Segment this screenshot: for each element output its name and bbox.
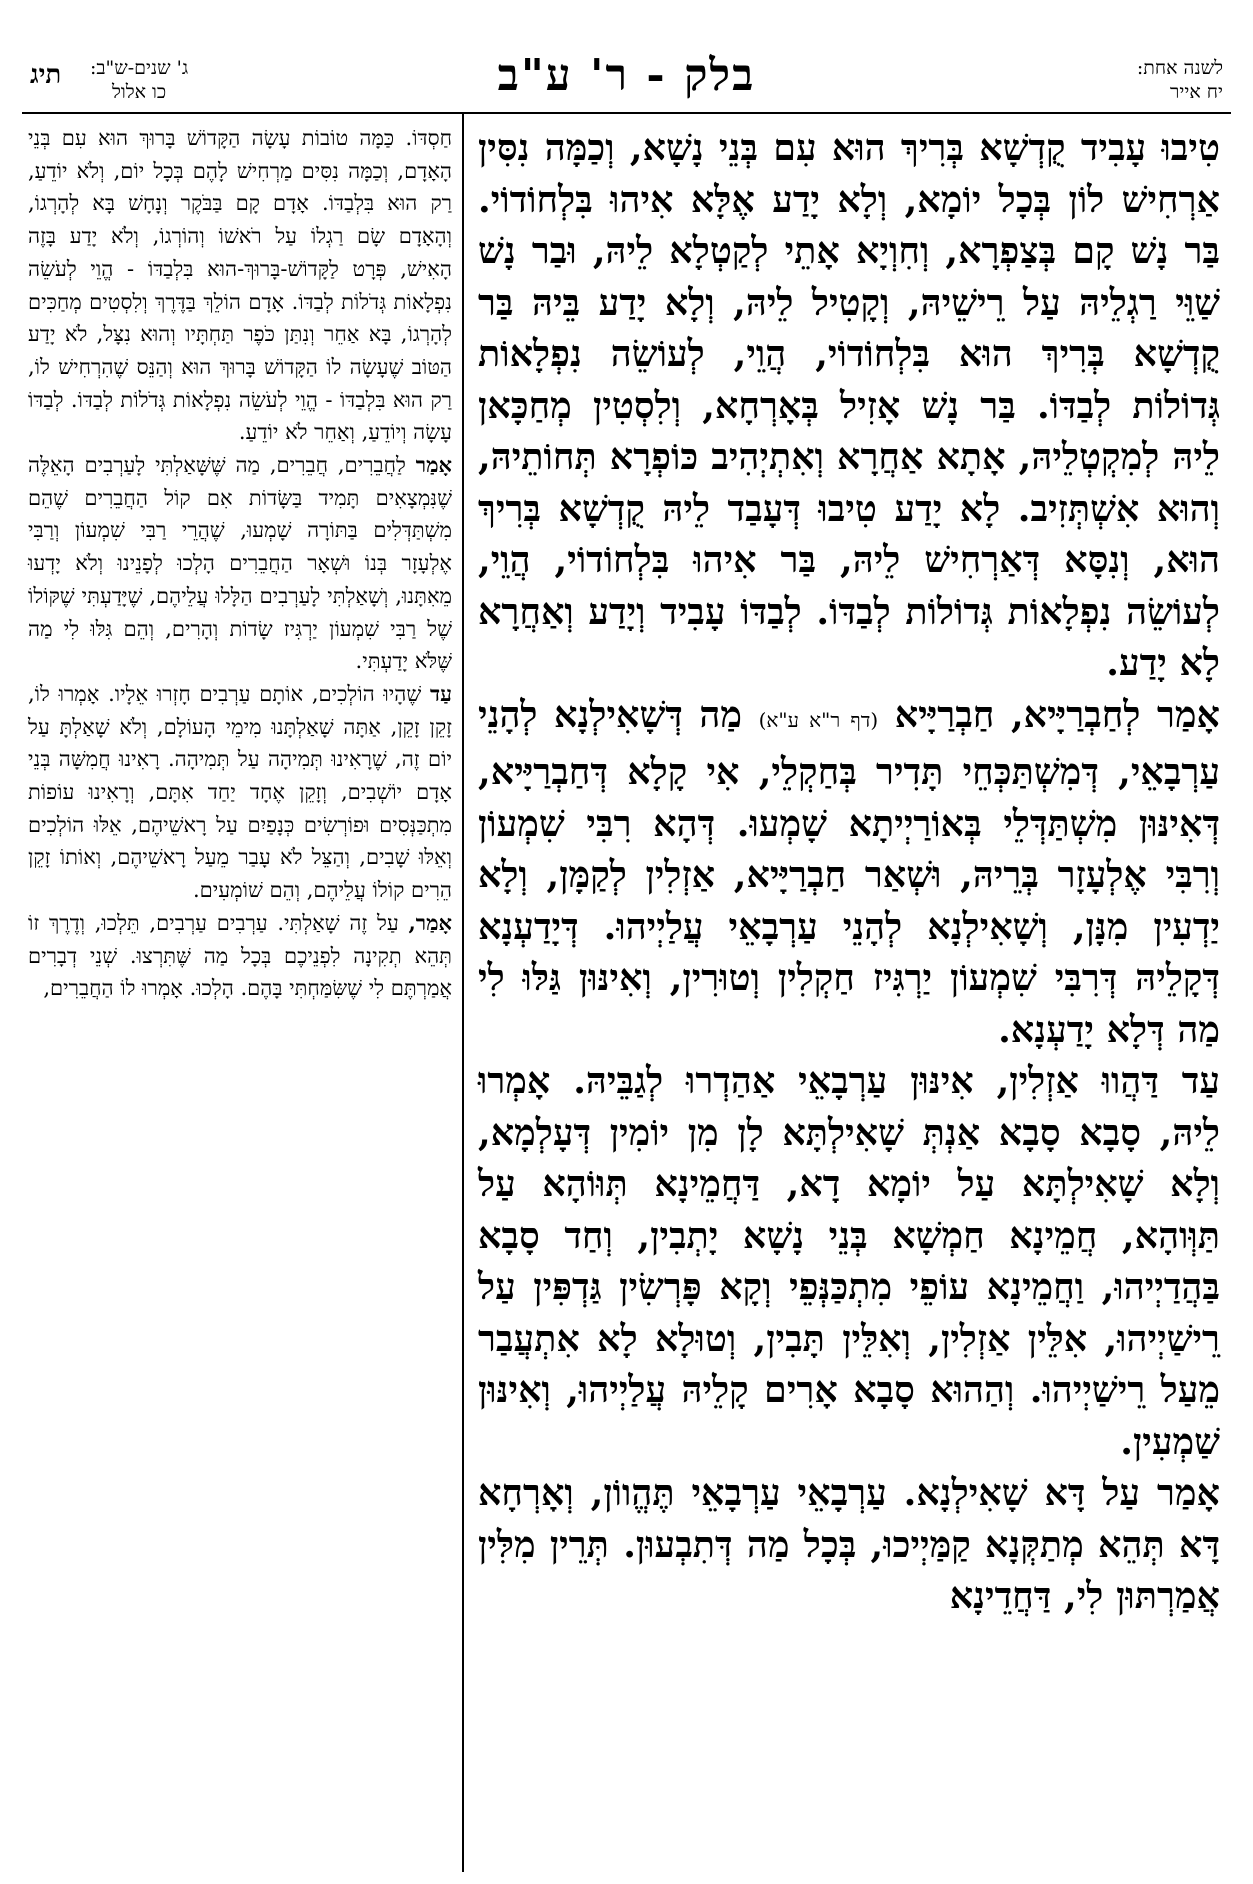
paragraph-lead: אָמַר [415, 452, 452, 478]
folio-reference: (דף ר"א ע"א) [758, 707, 879, 732]
main-text-column [478, 122, 1220, 1622]
reading-schedule-one-year [1137, 56, 1223, 104]
main-paragraph: אָמַר עַל דָּא שָׁאִילְנָא. עַרְבָאֵי עַרְבָאֵי תֶּהֱווֹן, וְאָרְחָא דָּא תְּהֵא מְתַקְּנָא קַמַּיְיכוּ, בְּכָל מַה דְּתִבְעוּן. תְּרֵין מִלִּין אֲמַרְתּוּן לִי, דַּחֲדֵינָא [478, 1471, 1220, 1617]
header-rule [22, 112, 1231, 114]
main-paragraph [478, 689, 1220, 1056]
schedule-label: ג' שנים-ש"ב: [90, 57, 189, 79]
paragraph-body: שֶׁהָיוּ הוֹלְכִים, אוֹתָם עַרְבִים חָזְרוּ אֵלָיו. אָמְרוּ לוֹ, זָקֵן זָקֵן, אַתָּה שָׁאַלְתָּנוּ מִימֵי הָעוֹלָם, וְלֹא שָׁאַלְתָּ עַל יוֹם זֶה, שֶׁרָאִינוּ תְּמִיהָה עַל תְּמִיהָה. רָאִינוּ חֲמִשָּׁה בְּנֵי אָדָם יוֹשְׁבִים, וְזָקֵן אֶחָד יַחַד אִתָּם, וְרָאִינוּ עוֹפוֹת מִתְכַּנְּסִים וּפוֹרְשִׂים כְּנָפַיִם עַל רָאשֵׁיהֶם, אֵלּוּ הוֹלְכִים וְאֵלּוּ שָׁבִים, וְהַצֵּל לֹא עָבַר מֵעַל רָאשֵׁיהֶם, וְאוֹתוֹ זָקֵן הֵרִים קוֹלוֹ עֲלֵיהֶם, וְהֵם שׁוֹמְעִים. [28, 681, 452, 903]
translation-column [28, 122, 452, 1005]
paragraph-body: לַחֲבֵרִים, חֲבֵרִים, מַה שֶּׁשָּׁאַלְתִּי לָעַרְבִים הָאֵלֶּה שֶׁנִּמְצָאִים תָּמִיד בַּשָּׂדוֹת אִם קוֹל הַחֲבֵרִים שֶׁהֵם מִשְׁתַּדְּלִים בַּתּוֹרָה שָׁמְעוּ, שֶׁהֲרֵי רַבִּי שִׁמְעוֹן וְרַבִּי אֶלְעָזָר בְּנוֹ וּשְׁאָר הַחֲבֵרִים הָלְכוּ לְפָנֵינוּ וְלֹא יָדְעוּ מֵאִתָּנוּ, וְשָׁאַלְתִּי לָעַרְבִים הַלָּלוּ עֲלֵיהֶם, שֶׁיָּדַעְתִּי שֶׁקּוֹלוֹ שֶׁל רַבִּי שִׁמְעוֹן יַרְגִּיז שָׂדוֹת וְהָרִים, וְהֵם גִּלּוּ לִי מַה שֶּׁלֹּא יָדַעְתִּי. [28, 453, 452, 674]
paragraph-lead: אָמַר, [408, 909, 452, 935]
translation-paragraph [28, 678, 452, 907]
page-number: תיג [30, 60, 62, 90]
schedule-label: לשנה אחת: [1136, 57, 1223, 79]
schedule-date: כו אלול [111, 81, 167, 103]
paragraph-body: עַל זֶה שָׁאַלְתִּי. עַרְבִים עַרְבִים, תֵּלְכוּ, וְדֶרֶךְ זוֹ תְּהֵא תְקִינָה לִפְנֵיכֶם בְּכָל מַה שֶּׁתִּרְצוּ. שְׁנֵי דְבָרִים אֲמַרְתֶּם לִי שֶׁשִּׂמַּחְתִּי בָּהֶם. הָלְכוּ. אָמְרוּ לוֹ הַחֲבֵרִים, [28, 910, 452, 1001]
translation-paragraph: חַסְדּוֹ. כַּמָּה טוֹבוֹת עָשָׂה הַקָּדוֹשׁ בָּרוּךְ הוּא עִם בְּנֵי הָאָדָם, וְכַמָּה נִסִּים מַרְחִישׁ לָהֶם בְּכָל יוֹם, וְלֹא יוֹדֵעַ, רַק הוּא בִּלְבַדּוֹ. אָדָם קָם בַּבֹּקֶר וְנָחָשׁ בָּא לְהָרְגוֹ, וְהָאָדָם שָׂם רַגְלוֹ עַל רֹאשׁוֹ וְהוֹרְגוֹ, וְלֹא יָדַע בָּזֶה הָאִישׁ, פְּרָט לַקָּדוֹשׁ-בָּרוּךְ-הוּא בִּלְבַדּוֹ - הֱוֵי לְעֹשֵׂה נִפְלָאוֹת גְּדֹלוֹת לְבַדּוֹ. אָדָם הוֹלֵךְ בַּדֶּרֶךְ וְלִסְטִים מְחַכִּים לְהָרְגוֹ, בָּא אַחֵר וְנִתַּן כֹּפֶר תַּחְתָּיו וְהוּא נִצָּל, לֹא יָדַע הַטּוֹב שֶׁעָשָׂה לוֹ הַקָּדוֹשׁ בָּרוּךְ הוּא וְהַנֵּס שֶׁהִרְחִישׁ לוֹ, רַק הוּא בִּלְבַדּוֹ - הֱוֵי לְעֹשֵׂה נִפְלָאוֹת גְּדֹלוֹת לְבַדּוֹ. לְבַדּוֹ עָשָׂה וְיוֹדֵעַ, וְאַחֵר לֹא יוֹדֵעַ. [28, 126, 452, 445]
paragraph-lead: עַד [430, 680, 452, 706]
column-divider [462, 112, 464, 1872]
reading-schedule-three-years [90, 56, 188, 104]
paragraph-body: מַה דְּשָׁאִילְנָא לְהָנֵי עַרְבָאֵי, דְּמִשְׁתַּכְּחֵי תָּדִיר בְּחַקְלֵי, אִי קָלָא דְּחַבְרַיָּיא, דְּאִינּוּן מִשְׁתַּדְּלֵי בְּאוֹרַיְיתָא שָׁמְעוּ. דְּהָא רִבִּי שִׁמְעוֹן וְרִבִּי אֶלְעָזָר בְּרֵיהּ, וּשְׁאַר חַבְרַיָּיא, אַזְלִין לְקַמָּן, וְלָא יַדְעִין מִנָּן, וְשָׁאִילְנָא לְהָנֵי עַרְבָאֵי עֲלַיְיהוּ. דְּיָדַעְנָא דְּקָלֵיהּ דְּרִבִּי שִׁמְעוֹן יַרְגִּיז חַקְלִין וְטוּרִין, וְאִינּוּן גַּלּוּ לִי מַה דְּלָא יָדַעְנָא. [478, 692, 1220, 1051]
page-header [30, 50, 1223, 110]
translation-paragraph [28, 449, 452, 678]
main-paragraph: עַד דַּהֲווּ אַזְלִין, אִינּוּן עַרְבָאֵי אַהַדְרוּ לְגַבֵּיהּ. אָמְרוּ לֵיהּ, סָבָא סָבָא אַנְתְּ שָׁאִילְתָּא לָן מִן יוֹמִין דְּעָלְמָא, וְלָא שָׁאִילְתָּא עַל יוֹמָא דָא, דַּחֲמֵינָא תְּוּוֹהָא עַל תַּוְּוהָא, חֲמֵינָא חַמְשָׁא בְּנֵי נָשָׁא יָתְבִין, וְחַד סָבָא בַּהֲדַיְיהוּ, וַחֲמֵינָא עוֹפֵי מִתְכַּנְּפֵי וְקָא פָּרְשִׂין גַּדְפִּין עַל רֵישַׁיְיהוּ, אִלֵּין אַזְלִין, וְאִלֵּין תָּבִין, וְטוּלָא לָא אִתְעֲבַר מֵעַל רֵישַׁיְיהוּ. וְהַהוּא סָבָא אָרִים קָלֵיהּ עֲלַיְיהוּ, וְאִינּוּן שַׁמְעִין. [478, 1059, 1220, 1463]
translation-paragraph [28, 907, 452, 1005]
page-title: בלק - ר' ע"ב [497, 50, 756, 101]
main-paragraph: טִיבוּ עָבִיד קֻדְשָׁא בְּרִיךְ הוּא עִם בְּנֵי נָשָׁא, וְכַמָּה נִסִּין אַרְחִישׁ לוֹן בְּכָל יוֹמָא, וְלָא יָדַע אֶלָּא אִיהוּ בִּלְחוֹדוֹי. בַּר נָשׁ קָם בְּצַפְרָא, וְחִוְיָא אָתֵי לְקַטְלָא לֵיהּ, וּבַר נָשׁ שַׁוֵּי רַגְלֵיהּ עַל רֵישֵׁיהּ, וְקָטִיל לֵיהּ, וְלָא יָדַע בֵּיהּ בַּר קֻדְשָׁא בְּרִיךְ הוּא בִּלְחוֹדוֹי, הֲוֵי, לְעוֹשֵׂה נִפְלָאוֹת גְּדוֹלוֹת לְבַדּוֹ. בַּר נָשׁ אָזִיל בְּאָרְחָא, וְלִסְטִין מְחַכָּאן לֵיהּ לְמִקְטְלֵיהּ, אָתָא אַחֲרָא וְאִתְיְהִיב כּוֹפְרָא תְּחוֹתֵיהּ, וְהוּא אִשְׁתְּזִיב. לָא יָדַע טִיבוּ דְּעָבַד לֵיהּ קֻדְשָׁא בְּרִיךְ הוּא, וְנִסָּא דְּאַרְחִישׁ לֵיהּ, בַּר אִיהוּ בִּלְחוֹדוֹי, הֲוֵי, לְעוֹשֵׂה נִפְלָאוֹת גְּדוֹלוֹת לְבַדּוֹ. לְבַדּוֹ עָבִיד וְיָדַע וְאַחֲרָא לָא יָדַע. [478, 126, 1220, 684]
schedule-date: יח אייר [1170, 81, 1223, 103]
paragraph-lead: אָמַר לְחַבְרַיָּיא, חַבְרַיָּיא [894, 692, 1220, 736]
